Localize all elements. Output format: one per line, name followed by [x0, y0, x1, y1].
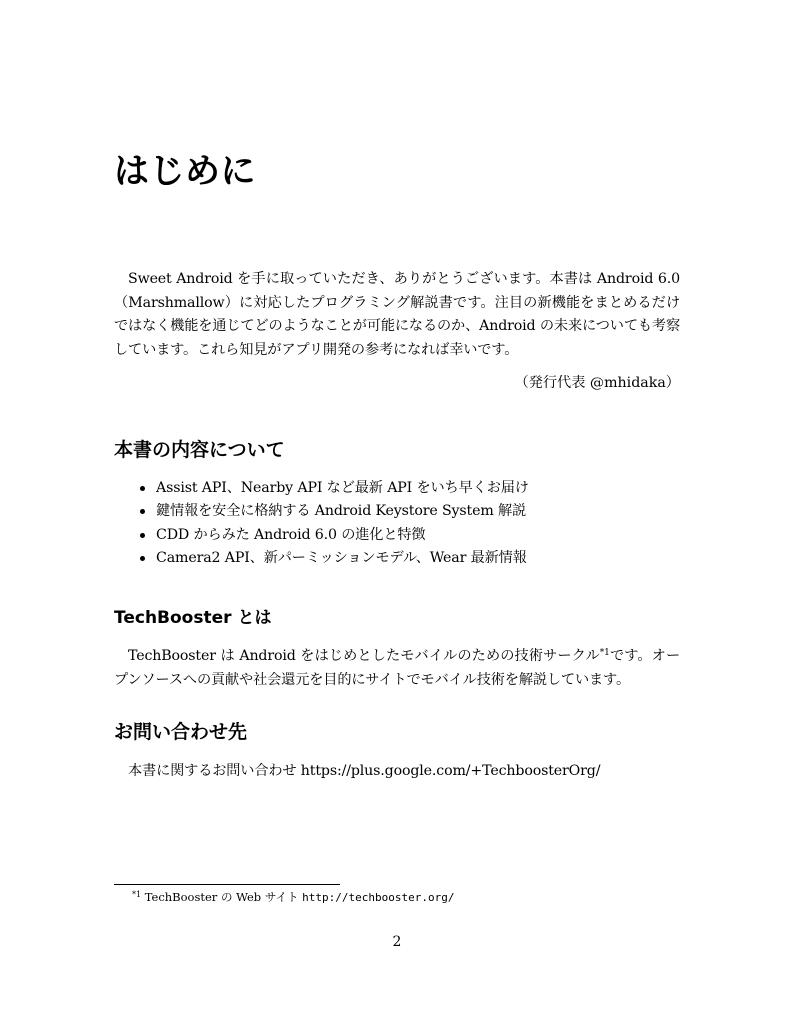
footnote-mark: *1 [132, 890, 142, 899]
footnote-url[interactable]: http://techbooster.org/ [302, 891, 455, 904]
list-item-text: CDD からみた Android 6.0 の進化と特徴 [156, 526, 426, 543]
list-item-text: Camera2 API、新パーミッションモデル、Wear 最新情報 [156, 549, 527, 566]
list-item [156, 477, 529, 500]
bullet-icon [140, 556, 145, 561]
bullet-icon [140, 533, 145, 538]
contact-section-heading: お問い合わせ先 [114, 721, 248, 743]
footnote-text: TechBooster の Web サイト [144, 890, 299, 904]
about-text-part2: です。オープンソースへの貢献や社会還元を目的にサイトでモバイル技術を解説しています。 [114, 648, 680, 688]
list-item [156, 524, 529, 547]
page-number: 2 [392, 934, 402, 950]
list-item [156, 500, 529, 523]
list-item-text: Assist API、Nearby API など最新 API をいち早くお届け [156, 480, 529, 496]
document-page [114, 0, 680, 1024]
footnote-reference[interactable]: *1 [599, 648, 610, 658]
list-item-text: 鍵情報を安全に格納する Android Keystore System 解説 [156, 503, 527, 520]
intro-signature: （発行代表 @mhidaka） [514, 375, 680, 391]
bullet-icon [140, 486, 145, 491]
contact-paragraph: 本書に関するお問い合わせ https://plus.google.com/+TechboosterOrg/ [128, 763, 601, 779]
contents-list [114, 477, 529, 570]
contents-section-heading: 本書の内容について [114, 439, 285, 461]
footnote [132, 888, 455, 907]
footnote-divider [114, 884, 340, 885]
about-section-heading: TechBooster とは [114, 608, 272, 628]
page-title: はじめに [114, 152, 257, 192]
intro-paragraph: Sweet Android を手に取っていただき、ありがとうございます。本書は Android 6.0（Marshmallow）に対応したプログラミング解説書です。注目の新機能をまとめるだけではなく機能を通じてどのようなことが可能になるのか、Android の未来についても考察しています。これら知見がアプリ開発の参考になれば幸いです。 [114, 271, 680, 358]
bullet-icon [140, 509, 145, 514]
about-paragraph [114, 645, 680, 692]
list-item [156, 547, 529, 570]
about-text-part1: TechBooster は Android をはじめとしたモバイルのための技術サークル [128, 648, 600, 664]
